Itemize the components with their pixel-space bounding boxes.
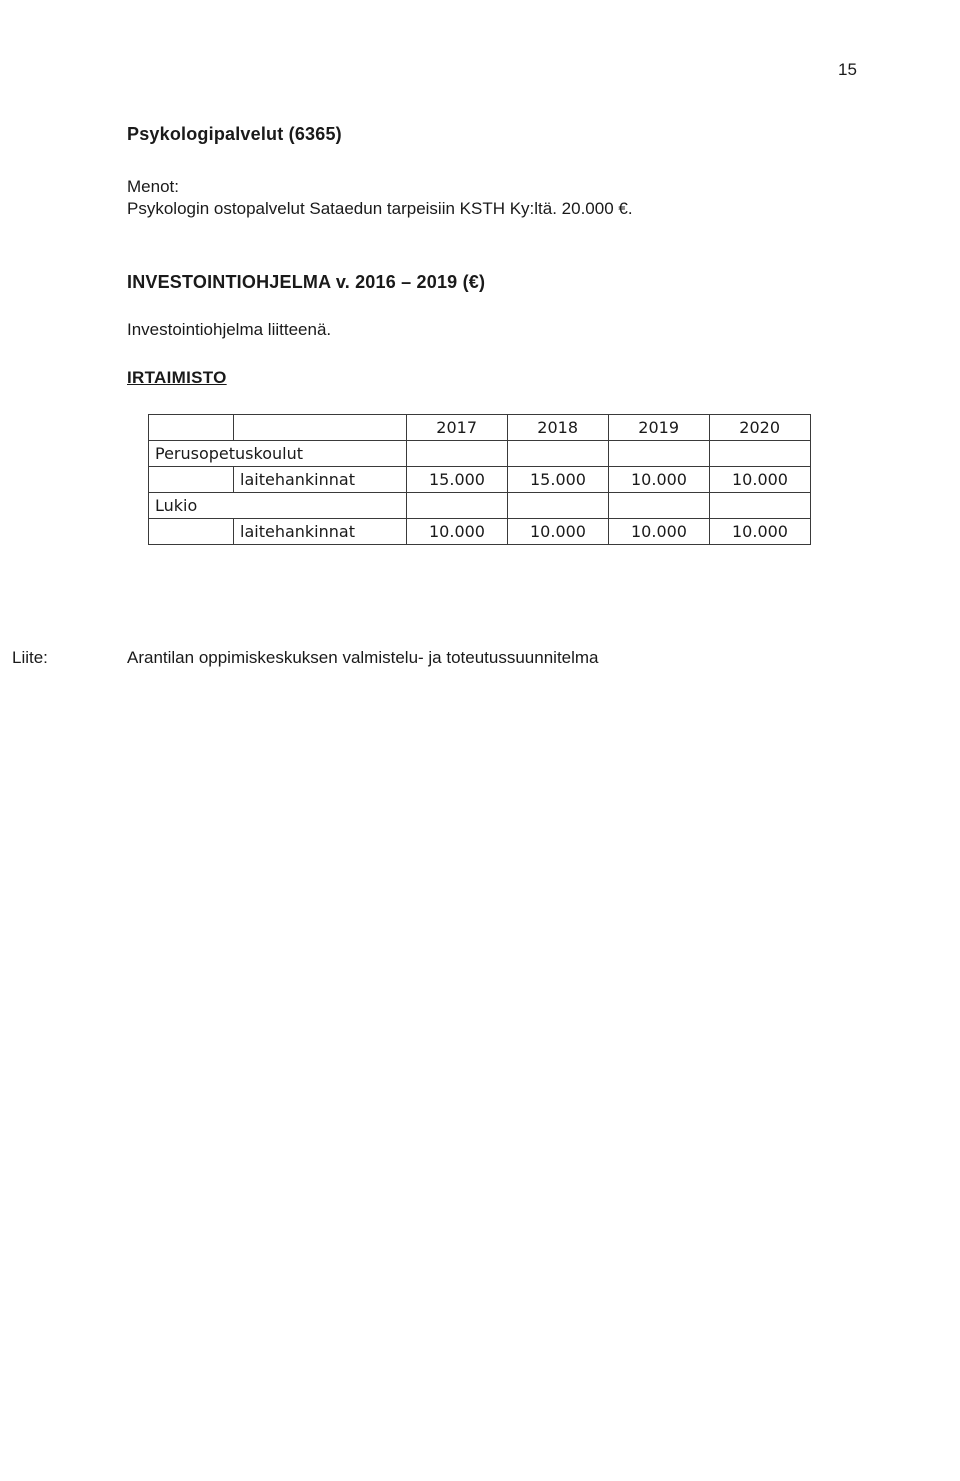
table-header-row xyxy=(149,415,811,441)
table-cell-value: 10.000 xyxy=(508,519,609,545)
table-header-blank xyxy=(234,415,407,441)
table-cell-empty xyxy=(508,493,609,519)
table-row xyxy=(149,441,811,467)
table-item-label: laitehankinnat xyxy=(234,467,407,493)
table-cell-empty xyxy=(149,519,234,545)
table-cell-empty xyxy=(149,467,234,493)
table-cell-value: 10.000 xyxy=(407,519,508,545)
section-heading-investointiohjelma: INVESTOINTIOHJELMA v. 2016 – 2019 (€) xyxy=(127,272,486,292)
subheading-irtaimisto: IRTAIMISTO xyxy=(127,368,227,387)
table-header-year: 2020 xyxy=(710,415,811,441)
menot-label: Menot: xyxy=(127,177,179,196)
table-row xyxy=(149,493,811,519)
table-cell-empty xyxy=(710,493,811,519)
attachment-label: Liite: xyxy=(12,648,48,667)
table-cell-empty xyxy=(609,441,710,467)
table-row xyxy=(149,519,811,545)
table-header-year: 2019 xyxy=(609,415,710,441)
table-cell-value: 10.000 xyxy=(710,467,811,493)
table-header-blank xyxy=(149,415,234,441)
investment-table xyxy=(148,414,811,545)
section-heading-psykologipalvelut: Psykologipalvelut (6365) xyxy=(127,124,342,144)
table-cell-empty xyxy=(710,441,811,467)
attachment-text: Arantilan oppimiskeskuksen valmistelu- ja toteutussuunnitelma xyxy=(127,648,599,667)
table-cell-value: 10.000 xyxy=(609,519,710,545)
table-cell-value: 10.000 xyxy=(710,519,811,545)
table-cell-empty xyxy=(407,493,508,519)
menot-text: Psykologin ostopalvelut Sataedun tarpeisiin KSTH Ky:ltä. 20.000 €. xyxy=(127,199,633,218)
table-row xyxy=(149,467,811,493)
table-cell-empty xyxy=(508,441,609,467)
table-cell-value: 15.000 xyxy=(508,467,609,493)
table-header-year: 2017 xyxy=(407,415,508,441)
table-group-name: Perusopetuskoulut xyxy=(149,441,407,467)
table-cell-value: 15.000 xyxy=(407,467,508,493)
table-group-name: Lukio xyxy=(149,493,407,519)
investment-note: Investointiohjelma liitteenä. xyxy=(127,320,332,339)
table-cell-empty xyxy=(609,493,710,519)
table-item-label: laitehankinnat xyxy=(234,519,407,545)
table-header-year: 2018 xyxy=(508,415,609,441)
table-cell-empty xyxy=(407,441,508,467)
table-cell-value: 10.000 xyxy=(609,467,710,493)
page-number: 15 xyxy=(838,60,857,79)
